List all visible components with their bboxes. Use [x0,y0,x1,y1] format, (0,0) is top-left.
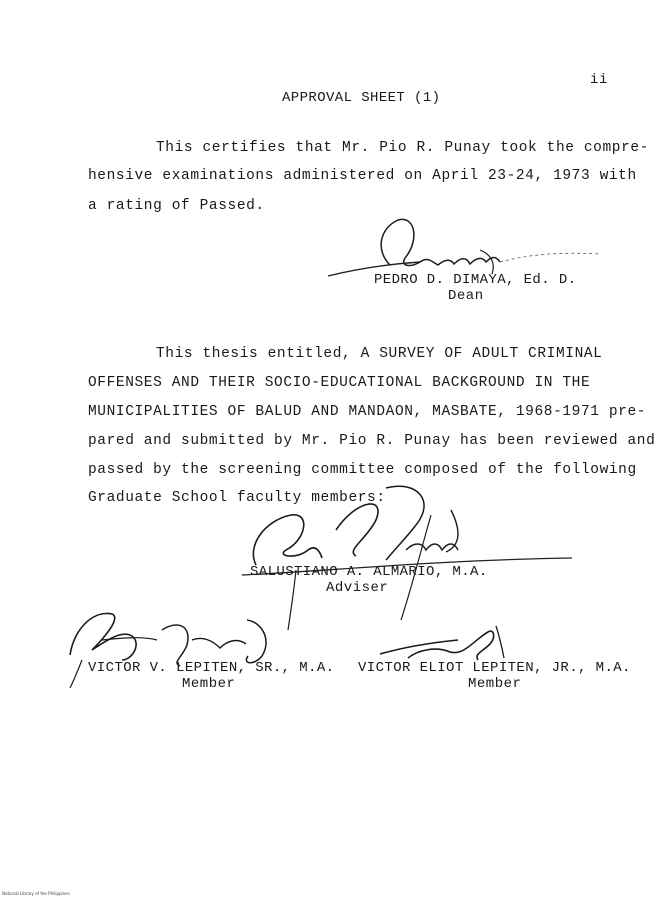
certification-line-1: This certifies that Mr. Pio R. Punay took the compre- [156,140,649,156]
footer-library-credit: National Library of the Philippines [2,891,70,896]
member-1-name: VICTOR V. LEPITEN, SR., M.A. [88,660,335,676]
certification-line-2: hensive examinations administered on April 23-24, 1973 with [88,168,637,184]
thesis-line-6: Graduate School faculty members: [88,490,386,506]
thesis-line-1: This thesis entitled, A SURVEY OF ADULT CRIMINAL [156,346,603,362]
adviser-title: Adviser [326,580,389,596]
member-2-name: VICTOR ELIOT LEPITEN, JR., M.A. [358,660,631,676]
member-1-title: Member [182,676,236,692]
dean-name: PEDRO D. DIMAYA, Ed. D. [374,272,577,288]
adviser-name: SALUSTIANO A. ALMARIO, M.A. [250,564,488,580]
thesis-line-4: pared and submitted by Mr. Pio R. Punay has been reviewed and [88,433,656,449]
member-2-title: Member [468,676,522,692]
thesis-line-5: passed by the screening committee composed of the following [88,462,637,478]
page-title: APPROVAL SHEET (1) [282,90,441,106]
certification-line-3: a rating of Passed. [88,198,265,214]
dean-title: Dean [448,288,484,304]
page-number: ii [590,72,609,88]
thesis-line-2: OFFENSES AND THEIR SOCIO-EDUCATIONAL BACKGROUND IN THE [88,375,591,391]
member-1-signature [62,600,292,690]
thesis-line-3: MUNICIPALITIES OF BALUD AND MANDAON, MASBATE, 1968-1971 pre- [88,404,647,420]
